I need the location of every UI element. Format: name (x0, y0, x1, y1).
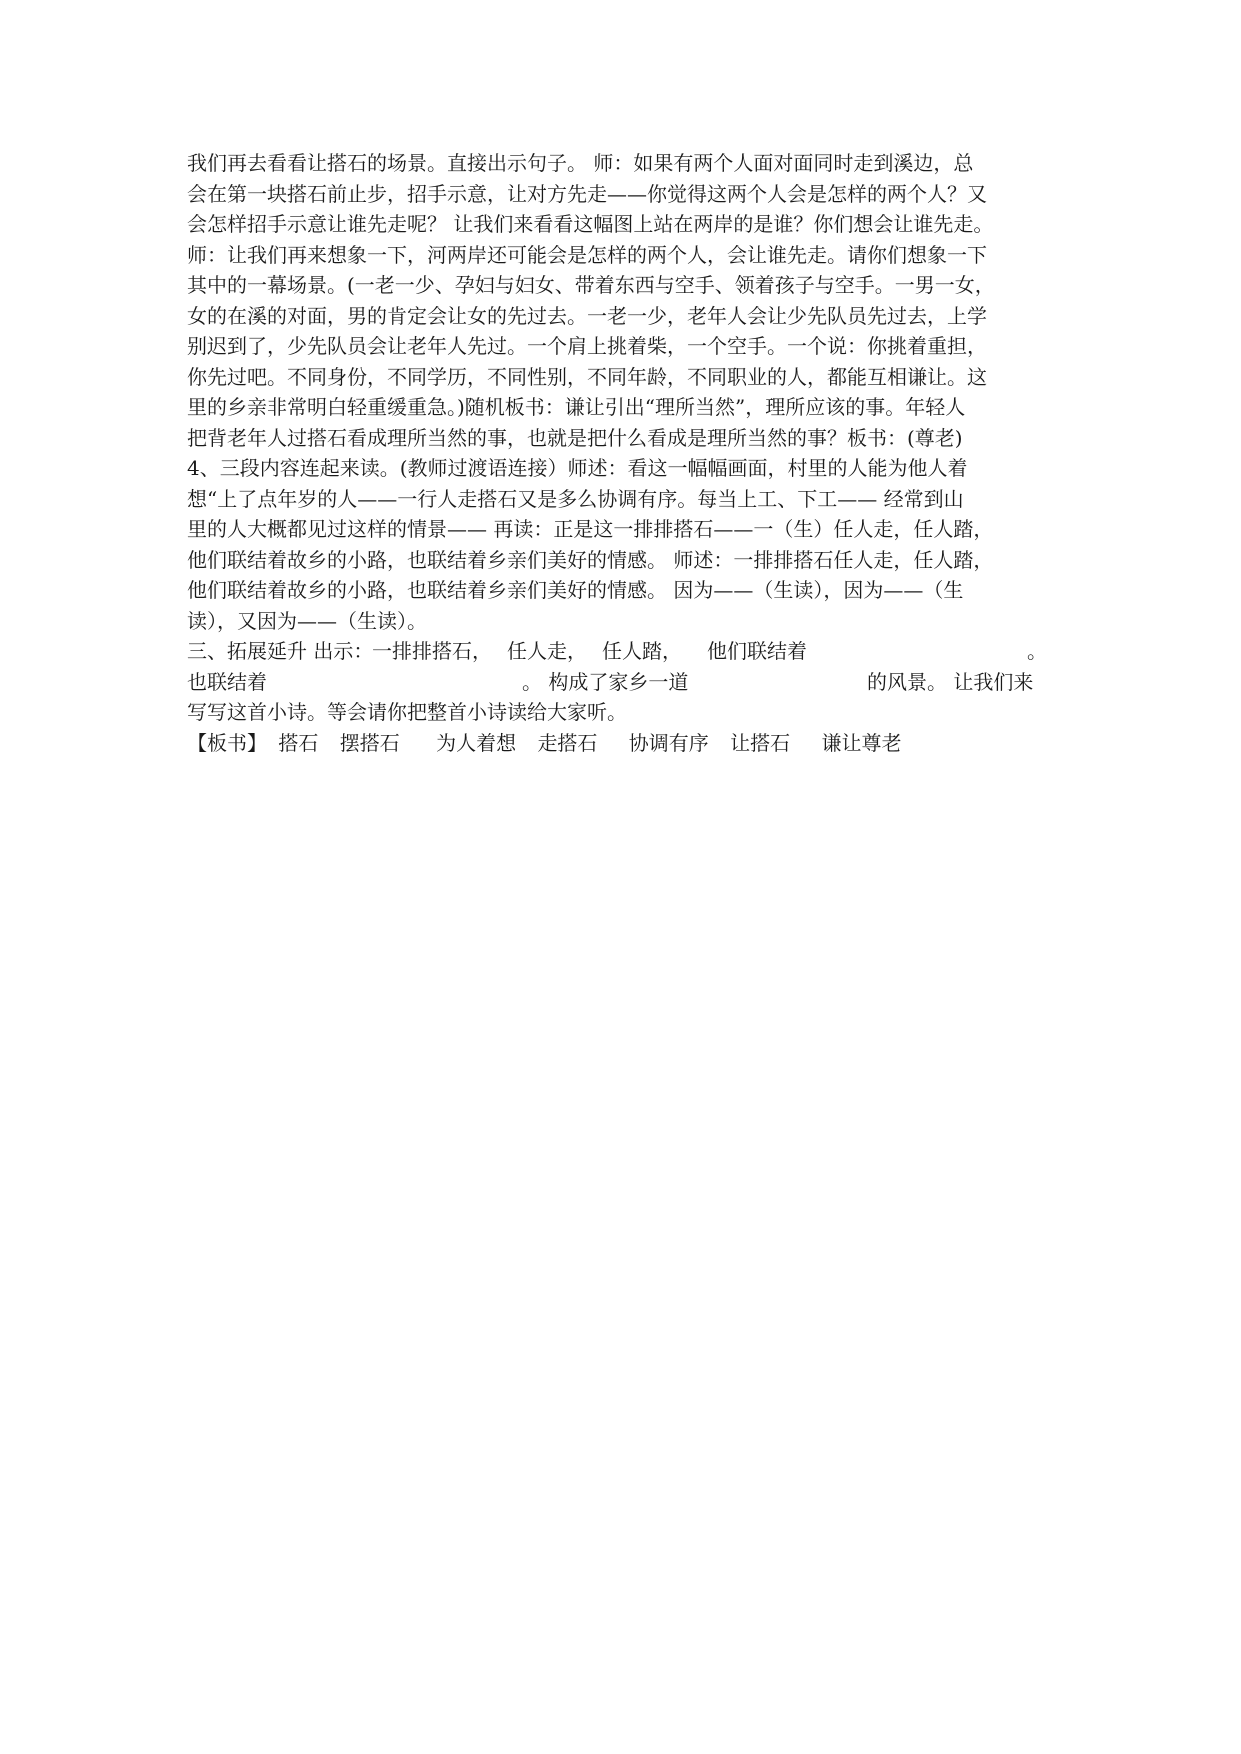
text-line: 写写这首小诗。等会请你把整首小诗读给大家听。 (187, 700, 627, 724)
text-line: 别迟到了，少先队员会让老年人先过。一个肩上挑着柴，一个空手。一个说：你挑着重担， (187, 334, 987, 358)
text-line: 我们再去看看让搭石的场景。直接出示句子。 师：如果有两个人面对面同时走到溪边，总 (187, 151, 974, 175)
board-item: 搭石 (278, 730, 319, 755)
text-line: 里的乡亲非常明白轻重缓重急。)随机板书：谦让引出“理所当然”，理所应该的事。年轻人 (187, 395, 966, 419)
poem-fragment: 他们联结着 (707, 639, 807, 663)
poem-fragment: 。 (1027, 639, 1047, 663)
text-line: 想“上了点年岁的人——一行人走搭石又是多么协调有序。每当上工、下工—— 经常到山 (187, 486, 964, 511)
poem-fragment: 任人走， (507, 639, 587, 663)
text-line: 4、三段内容连起来读。(教师过渡语连接）师述：看这一幅幅画面，村里的人能为他人着 (187, 456, 968, 480)
text-line: 其中的一幕场景。(一老一少、孕妇与妇女、带着东西与空手、领着孩子与空手。一男一女， (187, 273, 995, 297)
poem-fragment: 。 构成了家乡一道 (522, 669, 689, 694)
board-item: 协调有序 (628, 730, 709, 755)
poem-fragment: 任人踏， (602, 639, 682, 663)
extension-row (187, 636, 1057, 667)
board-summary (187, 728, 1057, 759)
board-label: 【板书】 (187, 730, 267, 755)
poem-fragment: 的风景。 让我们来 (867, 669, 1034, 694)
board-item: 摆搭石 (339, 730, 400, 755)
board-item: 为人着想 (436, 730, 517, 755)
text-line: 读），又因为——（生读）。 (187, 608, 427, 633)
text-line: 里的人大概都见过这样的情景—— 再读：正是这一排排搭石——一（生）任人走，任人踏， (187, 517, 994, 541)
extension-row (187, 667, 1057, 698)
extension-heading: 三、拓展延升 出示： (187, 639, 374, 663)
poem-fragment: 也联结着 (187, 669, 267, 694)
board-item: 走搭石 (537, 730, 598, 755)
text-line: 他们联结着故乡的小路，也联结着乡亲们美好的情感。 因为——（生读），因为——（生 (187, 578, 964, 602)
text-line: 把背老年人过搭石看成理所当然的事，也就是把什么看成是理所当然的事？板书：(尊老) (187, 425, 963, 450)
board-item: 谦让尊老 (821, 730, 902, 755)
text-line: 会怎样招手示意让谁先走呢？ 让我们来看看这幅图上站在两岸的是谁？你们想会让谁先走。 (187, 212, 994, 236)
text-line: 他们联结着故乡的小路，也联结着乡亲们美好的情感。 师述：一排排搭石任人走，任人踏， (187, 547, 994, 572)
text-line: 你先过吧。不同身份，不同学历，不同性别，不同年龄，不同职业的人，都能互相谦让。这 (187, 364, 987, 389)
text-line: 师：让我们再来想象一下，河两岸还可能会是怎样的两个人，会让谁先走。请你们想象一下 (187, 242, 987, 267)
board-item: 让搭石 (730, 730, 791, 755)
poem-fragment: 一排排搭石， (372, 639, 492, 663)
lesson-body (187, 148, 1057, 758)
text-line: 会在第一块搭石前止步，招手示意，让对方先走——你觉得这两个人会是怎样的两个人？又 (187, 181, 987, 206)
text-line: 女的在溪的对面，男的肯定会让女的先过去。一老一少，老年人会让少先队员先过去，上学 (187, 303, 987, 328)
